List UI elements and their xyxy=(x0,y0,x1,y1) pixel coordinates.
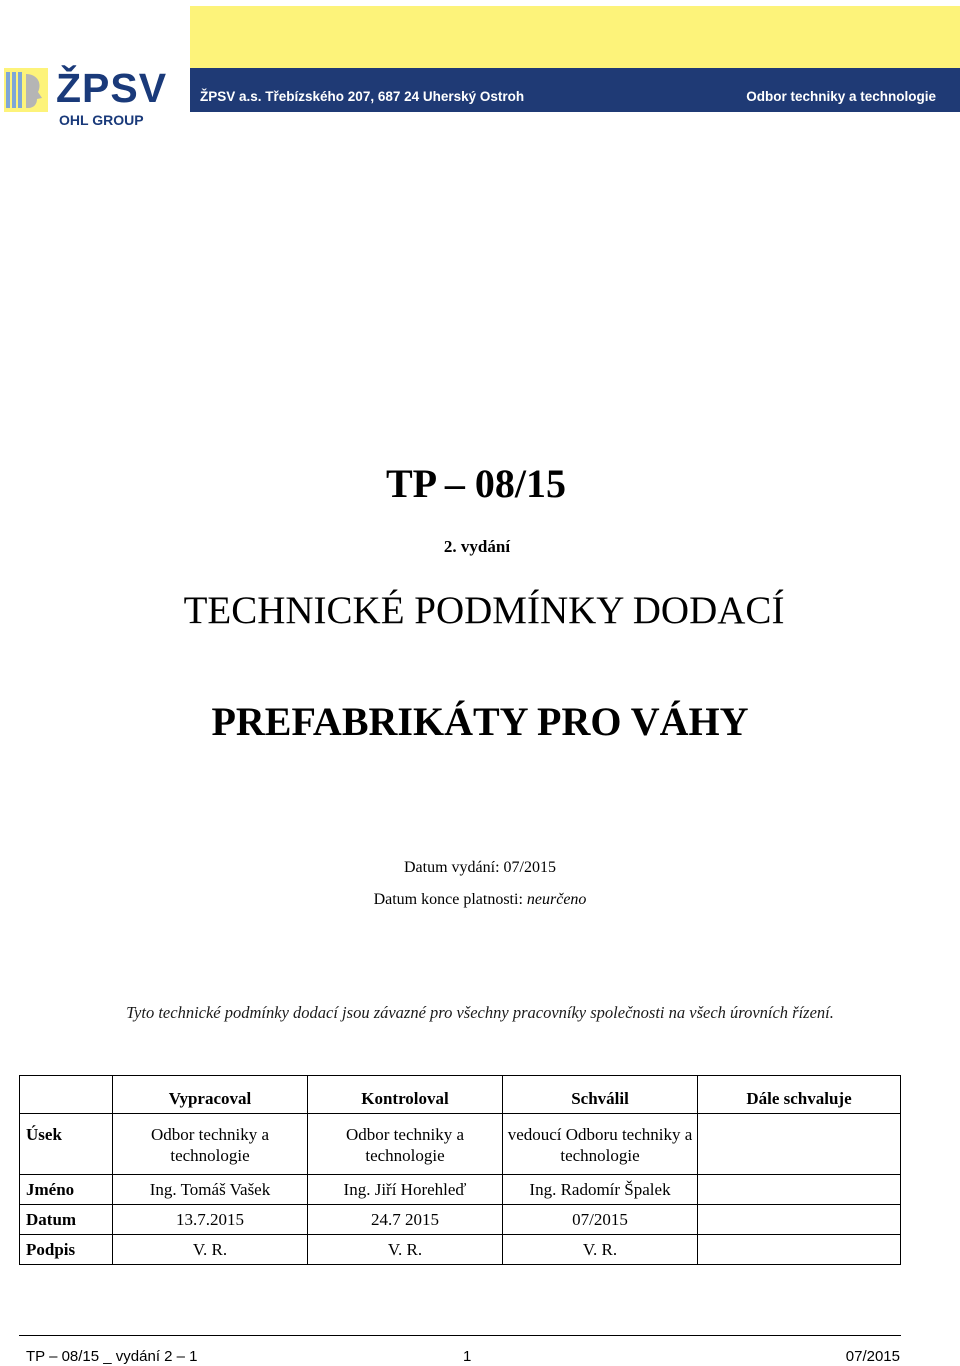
table-cell xyxy=(698,1205,901,1235)
table-cell: Odbor techniky a technologie xyxy=(113,1114,308,1175)
document-title-line2: PREFABRIKÁTY PRO VÁHY xyxy=(211,699,749,744)
footer-date: 07/2015 xyxy=(845,1348,900,1365)
header-department: Odbor techniky a technologie xyxy=(746,89,936,104)
header-checked: Kontroloval xyxy=(308,1076,503,1114)
header-further-approval: Dále schvaluje xyxy=(698,1076,901,1114)
validity-date xyxy=(0,891,960,909)
table-cell: vedoucí Odboru techniky a technologie xyxy=(503,1114,698,1175)
logo-face-icon xyxy=(4,68,48,112)
table-cell: 13.7.2015 xyxy=(113,1205,308,1235)
table-cell: V. R. xyxy=(308,1235,503,1265)
table-cell: Odbor techniky a technologie xyxy=(308,1114,503,1175)
row-label: Podpis xyxy=(20,1235,113,1265)
table-header-row xyxy=(20,1076,901,1114)
table-cell: V. R. xyxy=(113,1235,308,1265)
document-code: TP – 08/15 xyxy=(385,461,567,506)
footer-page-number: 1 xyxy=(463,1348,472,1365)
header-address: ŽPSV a.s. Třebízského 207, 687 24 Uherský Ostroh xyxy=(200,89,525,104)
table-row xyxy=(20,1175,901,1205)
table-cell xyxy=(698,1114,901,1175)
row-label: Úsek xyxy=(20,1114,113,1175)
table-row xyxy=(20,1114,901,1175)
table-cell xyxy=(698,1175,901,1205)
table-corner-cell xyxy=(20,1076,113,1114)
header-prepared: Vypracoval xyxy=(113,1076,308,1114)
document-edition: 2. vydání xyxy=(443,537,511,556)
table-cell: Ing. Jiří Horehleď xyxy=(308,1175,503,1205)
table-cell xyxy=(698,1235,901,1265)
header-approved: Schválil xyxy=(503,1076,698,1114)
logo-wordmark: ŽPSV xyxy=(56,65,168,111)
binding-notice: Tyto technické podmínky dodací jsou závazné pro všechny pracovníky společnosti na všech úrovních řízení. xyxy=(126,1003,834,1022)
table-cell: V. R. xyxy=(503,1235,698,1265)
approval-table xyxy=(19,1075,901,1265)
issue-date: Datum vydání: 07/2015 xyxy=(404,859,556,876)
validity-value: neurčeno xyxy=(526,891,587,908)
row-label: Jméno xyxy=(20,1175,113,1205)
table-cell: Ing. Radomír Špalek xyxy=(503,1175,698,1205)
header-yellow-band xyxy=(190,6,960,68)
logo-subtitle: OHL GROUP xyxy=(59,112,144,128)
document-title-line1: TECHNICKÉ PODMÍNKY DODACÍ xyxy=(183,589,785,632)
row-label: Datum xyxy=(20,1205,113,1235)
table-row xyxy=(20,1235,901,1265)
footer-divider xyxy=(19,1335,901,1336)
table-cell: Ing. Tomáš Vašek xyxy=(113,1175,308,1205)
table-row xyxy=(20,1205,901,1235)
footer-doc-ref: TP – 08/15 _ vydání 2 – 1 xyxy=(26,1348,198,1365)
table-cell: 07/2015 xyxy=(503,1205,698,1235)
validity-label: Datum konce platnosti: xyxy=(373,891,527,908)
table-cell: 24.7 2015 xyxy=(308,1205,503,1235)
